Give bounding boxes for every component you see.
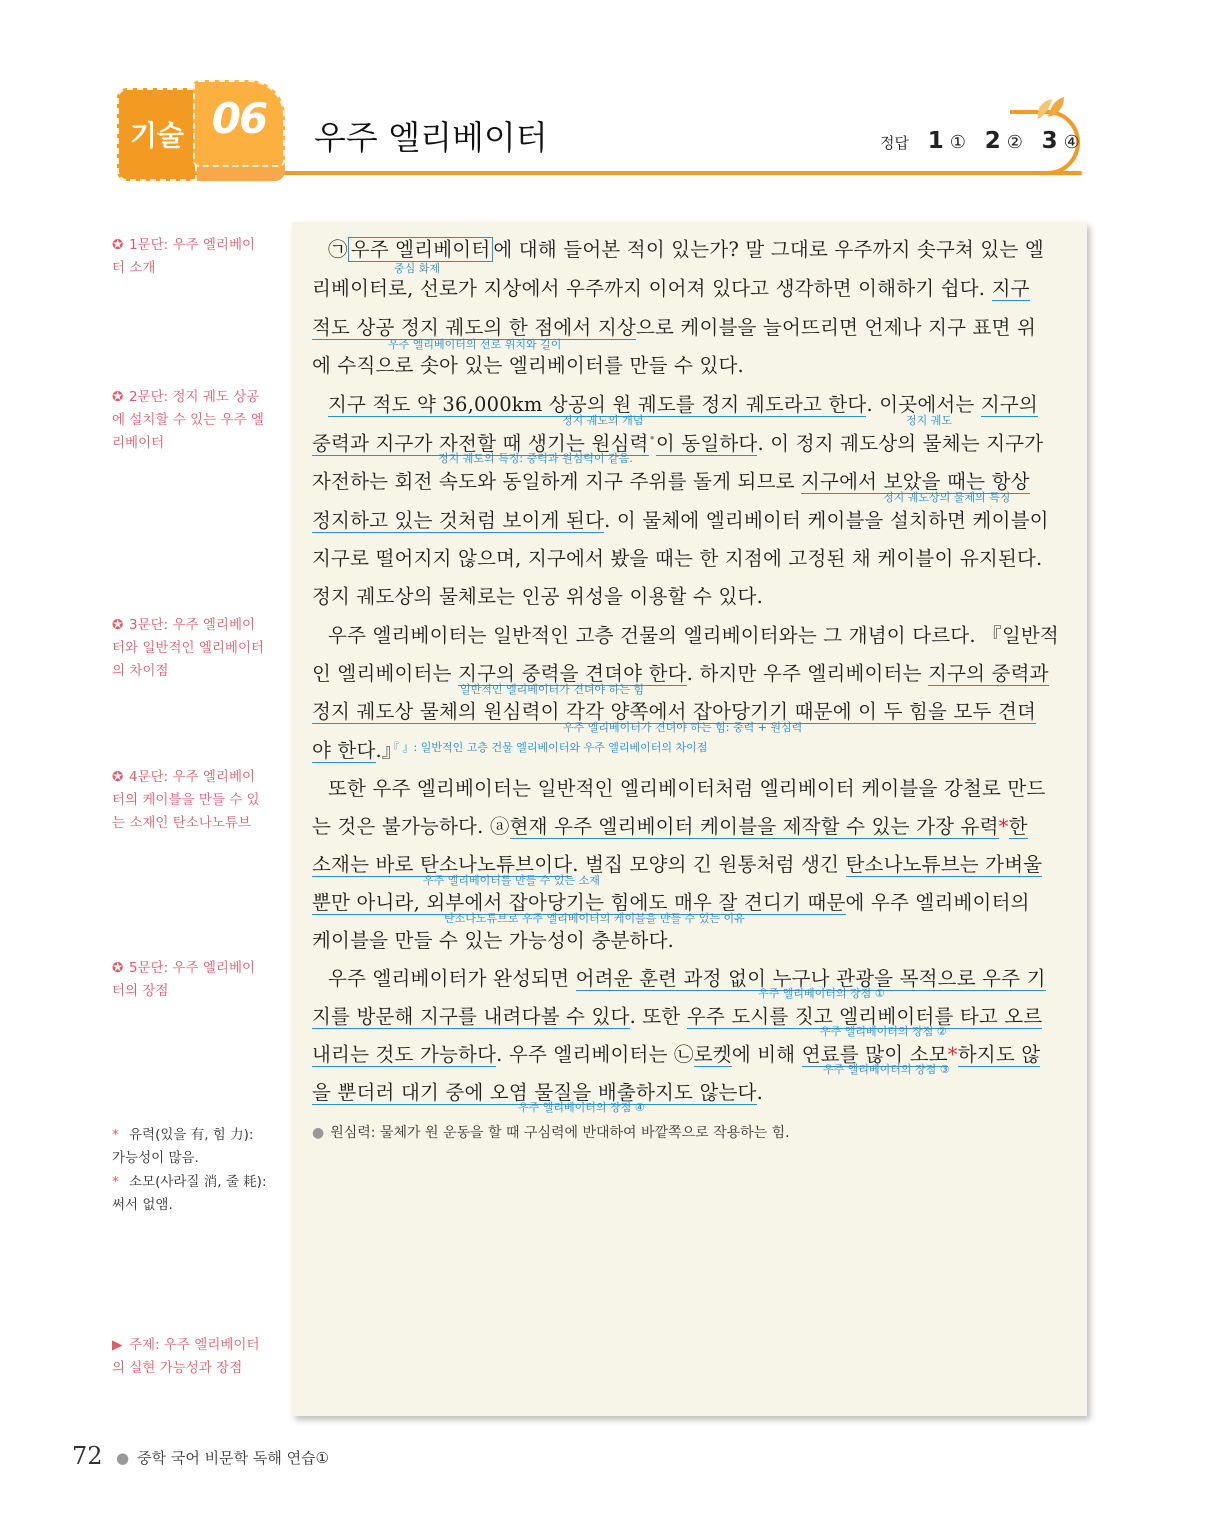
underlined-text: 소재는 바로 탄소나노튜브이다 <box>312 853 573 876</box>
book-title: 중학 국어 비문학 독해 연습① <box>137 1449 330 1467</box>
underlined-text: 지구의 <box>980 393 1038 416</box>
leaf-icon <box>1034 95 1066 121</box>
glossary-text: 소모(사라질 消, 줄 耗): 써서 없앰. <box>112 1174 267 1213</box>
glossary-asterisk: * <box>998 815 1009 838</box>
underlined-text: 뿐만 아니라, 외부에서 잡아당기는 힘에도 매우 잘 견디기 때문 <box>312 891 846 914</box>
passage-line: 는 것은 불가능하다. ⓐ현재 우주 엘리베이터 케이블을 제작할 수 있는 가장 유력*한 <box>312 815 1028 838</box>
answer-choice: ④ <box>1063 132 1080 153</box>
annotation: 우주 엘리베이터가 견뎌야 하는 힘: 중력 + 원심력 <box>563 721 803 734</box>
side-note-paragraph-3 <box>112 614 267 683</box>
passage-line: 야 한다.』 <box>312 739 402 762</box>
passage-line: 리베이터로, 선로가 지상에서 우주까지 이어져 있다고 생각하면 이해하기 쉽다. 지구 <box>312 277 1030 300</box>
side-note-text: 2문단: 정지 궤도 상공에 설치할 수 있는 우주 엘리베이터 <box>112 389 264 451</box>
annotation: 우주 엘리베이터의 장점 ① <box>758 987 885 1000</box>
passage-line: 에 수직으로 솟아 있는 엘리베이터를 만들 수 있다. <box>312 354 744 377</box>
paragraph-marker-icon: ✪ <box>112 617 124 633</box>
passage-line: 정지하고 있는 것처럼 보이게 된다. 이 물체에 엘리베이터 케이블을 설치하면 케이블이 <box>312 509 1049 532</box>
side-note-text: 1문단: 우주 엘리베이터 소개 <box>112 237 256 276</box>
answer-key-label: 정답 <box>880 134 909 152</box>
side-note-paragraph-5 <box>112 957 267 1003</box>
passage-line: ㉠ 우주 엘리베이터 에 대해 들어본 적이 있는가? 말 그대로 우주까지 솟구쳐 있는 엘 <box>328 238 1044 261</box>
passage-line: 내리는 것도 가능하다. 우주 엘리베이터는 ㉡로켓에 비해 연료를 많이 소모*하지도 않 <box>312 1043 1041 1066</box>
circle-label: ㉠ <box>328 238 348 261</box>
annotation: 정지 궤도상의 물체의 특징 <box>883 491 1011 504</box>
paragraph-marker-icon: ✪ <box>112 769 124 785</box>
glossary-asterisk: * <box>112 1174 119 1190</box>
bullet-icon: ● <box>312 1125 325 1141</box>
underlined-text: 지구의 중력을 견뎌야 한다 <box>458 662 687 685</box>
side-note-paragraph-4 <box>112 766 267 835</box>
page-title: 우주 엘리베이터 <box>314 118 548 157</box>
theme-note <box>112 1334 267 1380</box>
glossary-asterisk: * <box>947 1043 958 1066</box>
annotation: 탄소나노튜브로 우주 엘리베이터의 케이블을 만들 수 있는 이유 <box>444 912 745 925</box>
underlined-text: 하지도 않 <box>957 1043 1041 1066</box>
passage-line: 뿐만 아니라, 외부에서 잡아당기는 힘에도 매우 잘 견디기 때문에 우주 엘리베이터의 <box>312 891 1030 914</box>
underlined-text: 정지하고 있는 것처럼 보이게 된다 <box>312 509 605 532</box>
annotation: 중심 화제 <box>394 262 441 275</box>
underlined-text: 연료를 많이 소모 <box>801 1043 948 1066</box>
annotation: 우주 엘리베이터를 만들 수 있는 소재 <box>423 874 600 887</box>
passage-line: 지구로 떨어지지 않으며, 지구에서 봤을 때는 한 지점에 고정된 채 케이블이 유지된다. <box>312 547 1043 570</box>
glossary-asterisk: * <box>112 1127 119 1143</box>
passage-line: 중력과 지구가 자전할 때 생기는 원심력•이 동일하다. 이 정지 궤도상의 물체는 지구가 <box>312 431 1044 455</box>
side-note-text: 5문단: 우주 엘리베이터의 장점 <box>112 960 256 999</box>
theme-arrow-icon: ▶ <box>112 1337 123 1353</box>
side-note-paragraph-2 <box>112 386 267 455</box>
side-note-text: 4문단: 우주 엘리베이터의 케이블을 만들 수 있는 소재인 탄소나노튜브 <box>112 769 260 831</box>
answer-question-number: 1 <box>927 128 944 154</box>
passage-line: 또한 우주 엘리베이터는 일반적인 엘리베이터처럼 엘리베이터 케이블을 강철로 만드 <box>328 777 1046 800</box>
passage-line: 자전하는 회전 속도와 동일하게 지구 주위를 돌게 되므로 지구에서 보았을 때는 항상 <box>312 470 1030 493</box>
side-note-text: 3문단: 우주 엘리베이터와 일반적인 엘리베이터의 차이점 <box>112 617 265 679</box>
paragraph-marker-icon: ✪ <box>112 389 124 405</box>
footer-title <box>116 1447 329 1468</box>
underlined-text: 야 한다 <box>312 739 376 762</box>
underlined-text: 내리는 것도 가능하다 <box>312 1043 497 1066</box>
underlined-text: 현재 우주 엘리베이터 케이블을 제작할 수 있는 가장 유력 <box>509 815 999 838</box>
footnote <box>312 1122 790 1142</box>
passage-line: 지구 적도 약 36,000km 상공의 원 궤도를 정지 궤도라고 한다. 이곳에서는 지구의 <box>328 393 1038 416</box>
unit-number-tag <box>193 80 285 167</box>
annotation: 우주 엘리베이터의 장점 ③ <box>823 1063 950 1076</box>
footnote-marker: • <box>648 431 656 446</box>
unit-category-tag <box>117 88 197 181</box>
underlined-text: 탄소나노튜브는 가벼울 <box>845 853 1043 876</box>
passage-line: 케이블을 만들 수 있는 가능성이 충분하다. <box>312 929 675 952</box>
annotation: 우주 엘리베이터의 선로 위치와 길이 <box>388 338 562 351</box>
underlined-text: 지를 방문해 지구를 내려다볼 수 있다 <box>312 1005 630 1028</box>
passage-line: 인 엘리베이터는 지구의 중력을 견뎌야 한다. 하지만 우주 엘리베이터는 지구의 중력과 <box>312 662 1049 685</box>
underlined-text: 로켓 <box>693 1043 732 1066</box>
passage-line: 적도 상공 정지 궤도의 한 점에서 지상으로 케이블을 늘어뜨리면 언제나 지구 표면 위 <box>312 316 1037 339</box>
answer-question-number: 3 <box>1041 128 1058 154</box>
underlined-text: 지구에서 보았을 때는 항상 <box>801 470 1030 493</box>
annotation: 정지 궤도의 개념 <box>562 414 644 427</box>
underlined-text: 이 동일하다 <box>655 432 758 455</box>
page-number: 72 <box>72 1442 103 1470</box>
annotation: 『 』: 일반적인 고층 건물 엘리베이터와 우주 엘리베이터의 차이점 <box>388 741 708 754</box>
annotation: 정지 궤도의 특징: 중력과 원심력이 같음. <box>438 452 633 465</box>
answer-key <box>880 128 1080 154</box>
underlined-text: 우주 도시를 짓고 엘리베이터를 타고 오르 <box>686 1005 1043 1028</box>
annotation: 정지 궤도 <box>906 414 953 427</box>
paragraph-marker-icon: ✪ <box>112 237 124 253</box>
underlined-text: 을 뿐더러 <box>312 1081 401 1104</box>
underlined-text: 어려운 훈련 과정 없이 누구나 관광을 목적으로 우주 기 <box>575 967 1046 990</box>
passage-line: 지를 방문해 지구를 내려다볼 수 있다. 또한 우주 도시를 짓고 엘리베이터를 타고 오르 <box>312 1005 1043 1028</box>
underlined-text: 지구 적도 약 36,000km 상공의 원 궤도를 정지 궤도라고 한다 <box>328 393 867 416</box>
underlined-text: 중력과 지구가 자전할 때 생기는 원심력 <box>312 432 649 455</box>
unit-number-label: 06 <box>211 94 267 143</box>
underlined-text: 정지 궤도상 물체의 원심력이 각각 양쪽에서 잡아당기기 때문에 이 두 힘을 모두 견뎌 <box>312 700 1037 723</box>
underlined-text: 한 <box>1008 815 1028 838</box>
bullet-icon: ● <box>116 1449 130 1467</box>
boxed-term: 우주 엘리베이터 <box>348 237 494 262</box>
underlined-text: 지구의 중력과 <box>928 662 1049 685</box>
passage-line: 소재는 바로 탄소나노튜브이다. 벌집 모양의 긴 원통처럼 생긴 탄소나노튜브는 가벼울 <box>312 853 1043 876</box>
side-note-paragraph-1 <box>112 234 267 280</box>
answer-choice: ② <box>1006 132 1023 153</box>
annotation: 우주 엘리베이터의 장점 ④ <box>518 1101 645 1114</box>
paragraph-marker-icon: ✪ <box>112 960 124 976</box>
glossary-text: 유력(있을 有, 힘 力): 가능성이 많음. <box>112 1127 254 1166</box>
unit-category-label: 기술 <box>129 119 185 152</box>
annotation: 우주 엘리베이터의 장점 ② <box>820 1025 947 1038</box>
annotation: 일반적인 엘리베이터가 견뎌야 하는 힘 <box>460 683 645 696</box>
theme-text: 주제: 우주 엘리베이터의 실현 가능성과 장점 <box>112 1337 260 1376</box>
underlined-text: 적도 상공 정지 궤도의 한 점에서 지상 <box>312 316 636 339</box>
passage-line: 을 뿐더러 대기 중에 오염 물질을 배출하지도 않는다. <box>312 1081 763 1104</box>
passage-line: 정지 궤도상의 물체로는 인공 위성을 이용할 수 있다. <box>312 585 763 608</box>
underlined-text: 지구 <box>991 277 1030 300</box>
answer-question-number: 2 <box>984 128 1001 154</box>
underlined-text: 대기 중에 오염 물질을 배출하지도 않는다 <box>400 1081 757 1104</box>
footnote-text: 원심력: 물체가 원 운동을 할 때 구심력에 반대하여 바깥쪽으로 작용하는 힘. <box>330 1125 790 1141</box>
passage-line: 우주 엘리베이터는 일반적인 고층 건물의 엘리베이터와는 그 개념이 다르다. 『일반적 <box>328 624 1059 647</box>
answer-choice: ① <box>949 132 966 153</box>
glossary-note-1 <box>112 1124 267 1170</box>
passage-line: 우주 엘리베이터가 완성되면 어려운 훈련 과정 없이 누구나 관광을 목적으로 우주 기 <box>328 967 1046 990</box>
glossary-note-2 <box>112 1171 267 1217</box>
